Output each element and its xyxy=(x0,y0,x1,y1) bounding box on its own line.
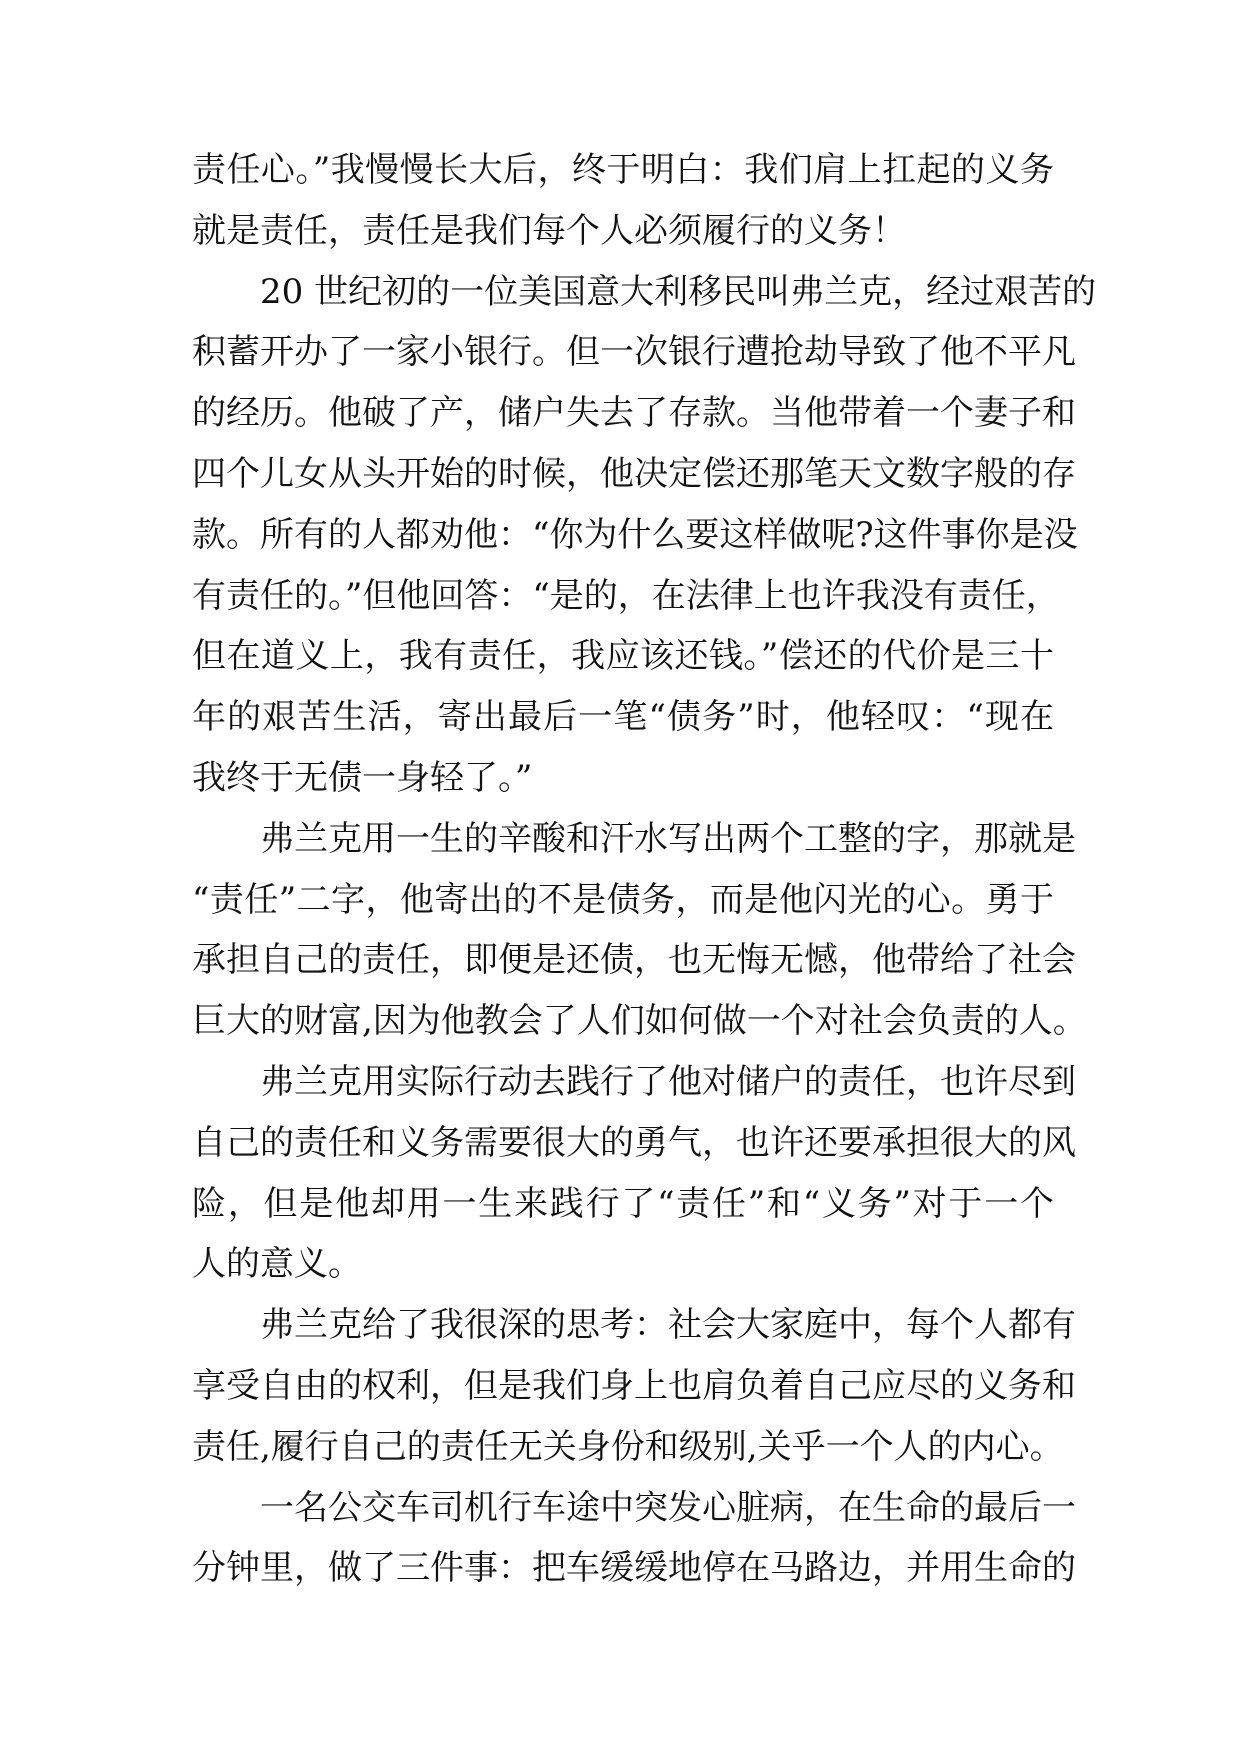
text-line: “责任”二字，他寄出的不是债务，而是他闪光的心。勇于 xyxy=(192,879,1054,920)
text-line: 一名公交车司机行车途中突发心脏病，在生命的最后一 xyxy=(260,1487,1076,1528)
text-line: 但在道义上，我有责任，我应该还钱。”偿还的代价是三十 xyxy=(192,636,1054,677)
text-line: 险，但是他却用一生来践行了“责任”和“义务”对于一个 xyxy=(192,1183,1054,1224)
text-line: 积蓄开办了一家小银行。但一次银行遭抢劫导致了他不平凡 xyxy=(192,332,1076,373)
text-line: 巨大的财富,因为他教会了人们如何做一个对社会负责的人。 xyxy=(192,1001,1087,1042)
text-line: 享受自由的权利，但是我们身上也肩负着自己应尽的义务和 xyxy=(192,1365,1076,1406)
text-line: 款。所有的人都劝他：“你为什么要这样做呢?这件事你是没 xyxy=(192,514,1078,555)
text-line: 有责任的。”但他回答：“是的，在法律上也许我没有责任， xyxy=(192,575,1060,616)
text-line: 分钟里，做了三件事：把车缓缓地停在马路边，并用生命的 xyxy=(192,1548,1076,1589)
text-line: 年的艰苦生活，寄出最后一笔“债务”时，他轻叹：“现在 xyxy=(192,697,1054,738)
text-line: 责任,履行自己的责任无关身份和级别,关乎一个人的内心。 xyxy=(192,1426,1064,1467)
document-body xyxy=(192,140,1097,1599)
text-line: 人的意义。 xyxy=(192,1244,362,1285)
text-line: 自己的责任和义务需要很大的勇气，也许还要承担很大的风 xyxy=(192,1122,1076,1163)
text-line: 的经历。他破了产，储户失去了存款。当他带着一个妻子和 xyxy=(192,393,1076,434)
text-line: 20 世纪初的一位美国意大利移民叫弗兰克，经过艰苦的 xyxy=(260,271,1097,312)
text-line: 我终于无债一身轻了。” xyxy=(192,757,533,798)
text-line: 弗兰克给了我很深的思考：社会大家庭中，每个人都有 xyxy=(260,1305,1076,1346)
text-line: 就是责任，责任是我们每个人必须履行的义务！ xyxy=(192,210,906,251)
text-line: 责任心。”我慢慢长大后，终于明白：我们肩上扛起的义务 xyxy=(192,150,1054,190)
text-line: 弗兰克用一生的辛酸和汗水写出两个工整的字，那就是 xyxy=(260,818,1076,859)
text-line: 承担自己的责任，即便是还债，也无悔无憾，他带给了社会 xyxy=(192,940,1076,981)
text-line: 弗兰克用实际行动去践行了他对储户的责任，也许尽到 xyxy=(260,1061,1076,1102)
text-line: 四个儿女从头开始的时候，他决定偿还那笔天文数字般的存 xyxy=(192,453,1076,494)
